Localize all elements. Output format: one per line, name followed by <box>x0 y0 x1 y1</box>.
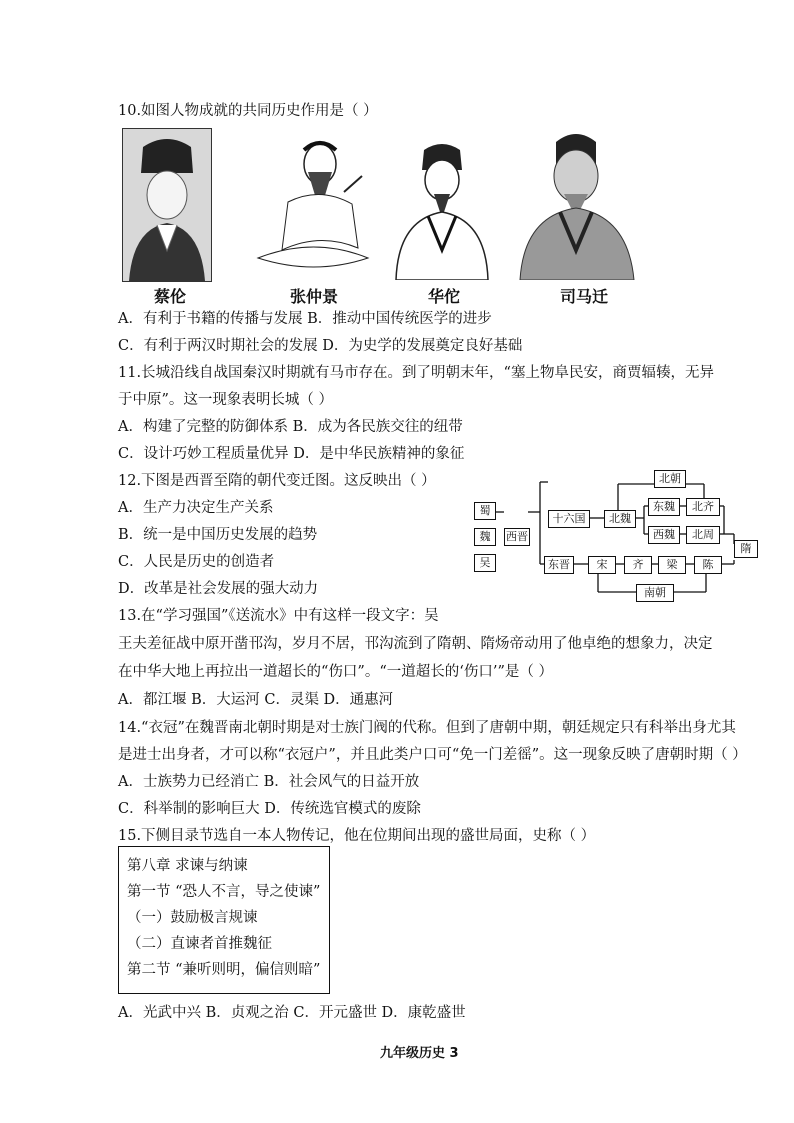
toc-item-2: （二）直谏者首推魏征 <box>127 936 272 952</box>
box-sui: 隋 <box>734 540 758 558</box>
portrait-zhang-zhongjing <box>254 132 372 282</box>
q11-options-line1: A．构建了完整的防御体系 B．成为各民族交往的纽带 <box>118 419 463 435</box>
q10-stem: 10.如图人物成就的共同历史作用是（ ） <box>118 103 378 119</box>
cai-lun-image <box>123 129 211 281</box>
box-nanchao: 南朝 <box>636 584 674 602</box>
portrait-cai-lun <box>122 128 212 282</box>
q11-options-line2: C．设计巧妙工程质量优异 D．是中华民族精神的象征 <box>118 446 465 462</box>
figure-label-sima-qian: 司马迁 <box>559 287 608 306</box>
box-beizhou: 北周 <box>686 526 720 544</box>
portrait-hua-tuo <box>388 140 496 284</box>
sima-qian-image <box>516 126 638 280</box>
toc-section-1: 第一节 “恐人不言，导之使谏” <box>127 884 321 900</box>
q13-stem-line3: 在中华大地上再拉出一道超长的“伤口”。“一道超长的‘伤口’”是（ ） <box>118 664 553 680</box>
box-shu: 蜀 <box>474 502 496 520</box>
toc-chapter: 第八章 求谏与纳谏 <box>127 858 248 874</box>
box-xiwei: 西魏 <box>648 526 680 544</box>
figure-label-cai-lun: 蔡伦 <box>153 287 186 306</box>
q14-options-line1: A．士族势力已经消亡 B．社会风气的日益开放 <box>118 774 420 790</box>
q12-stem: 12.下图是西晋至隋的朝代变迁图。这反映出（ ） <box>118 473 436 489</box>
figure-label-zhang-zhongjing: 张仲景 <box>289 287 338 306</box>
q13-stem-line1: 13.在“学习强国”《送流水》中有这样一段文字：吴 <box>118 608 439 624</box>
q12-option-d: D．改革是社会发展的强大动力 <box>118 581 319 597</box>
box-qi: 齐 <box>624 556 652 574</box>
portrait-sima-qian <box>516 126 638 284</box>
box-beichao: 北朝 <box>654 470 686 488</box>
q12-option-b: B．统一是中国历史发展的趋势 <box>118 527 318 543</box>
box-shiliuguo: 十六国 <box>548 510 590 528</box>
box-wu: 吴 <box>474 554 496 572</box>
q10-options-line1: A．有利于书籍的传播与发展 B．推动中国传统医学的进步 <box>118 311 492 327</box>
toc-item-1: （一）鼓励极言规谏 <box>127 910 258 926</box>
q14-stem-line2: 是进士出身者，才可以称“衣冠户”，并且此类户口可“免一门差徭”。这一现象反映了唐朝时期（ ） <box>118 747 747 763</box>
box-beiqi: 北齐 <box>686 498 720 516</box>
toc-section-2: 第二节 “兼听则明，偏信则暗” <box>127 962 321 978</box>
dynasty-flow-diagram <box>468 468 768 610</box>
box-chen: 陈 <box>694 556 722 574</box>
q12-option-a: A．生产力决定生产关系 <box>118 500 274 516</box>
biography-toc-box <box>118 846 330 994</box>
q11-stem-line2: 于中原”。这一现象表明长城（ ） <box>118 392 334 408</box>
box-dongjin: 东晋 <box>544 556 574 574</box>
figure-label-hua-tuo: 华佗 <box>427 287 460 306</box>
q15-stem: 15.下侧目录节选自一本人物传记，他在位期间出现的盛世局面，史称（ ） <box>118 828 596 844</box>
box-dongwei: 东魏 <box>648 498 680 516</box>
q14-stem-line1: 14.“衣冠”在魏晋南北朝时期是对士族门阀的代称。但到了唐朝中期，朝廷规定只有科举出身尤其 <box>118 720 736 736</box>
q13-options: A．都江堰 B．大运河 C．灵渠 D．通惠河 <box>118 692 394 708</box>
q12-option-c: C．人民是历史的创造者 <box>118 554 275 570</box>
hua-tuo-image <box>388 140 496 280</box>
box-wei: 魏 <box>474 528 496 546</box>
zhang-zhongjing-image <box>254 132 372 278</box>
q10-options-line2: C．有利于两汉时期社会的发展 D．为史学的发展奠定良好基础 <box>118 338 523 354</box>
q14-options-line2: C．科举制的影响巨大 D．传统选官模式的废除 <box>118 801 421 817</box>
q11-stem-line1: 11.长城沿线自战国秦汉时期就有马市存在。到了明朝末年，“塞上物阜民安，商贾辐辏，无异 <box>118 365 714 381</box>
box-liang: 梁 <box>658 556 686 574</box>
page-footer: 九年级历史 3 <box>380 1046 459 1061</box>
box-xijin: 西晋 <box>504 528 530 546</box>
box-song: 宋 <box>588 556 616 574</box>
box-beiwei: 北魏 <box>604 510 636 528</box>
q15-options: A．光武中兴 B．贞观之治 C．开元盛世 D．康乾盛世 <box>118 1005 466 1021</box>
q13-stem-line2: 王夫差征战中原开凿邗沟，岁月不居，邗沟流到了隋朝、隋炀帝动用了他卓绝的想象力，决定 <box>118 636 713 652</box>
